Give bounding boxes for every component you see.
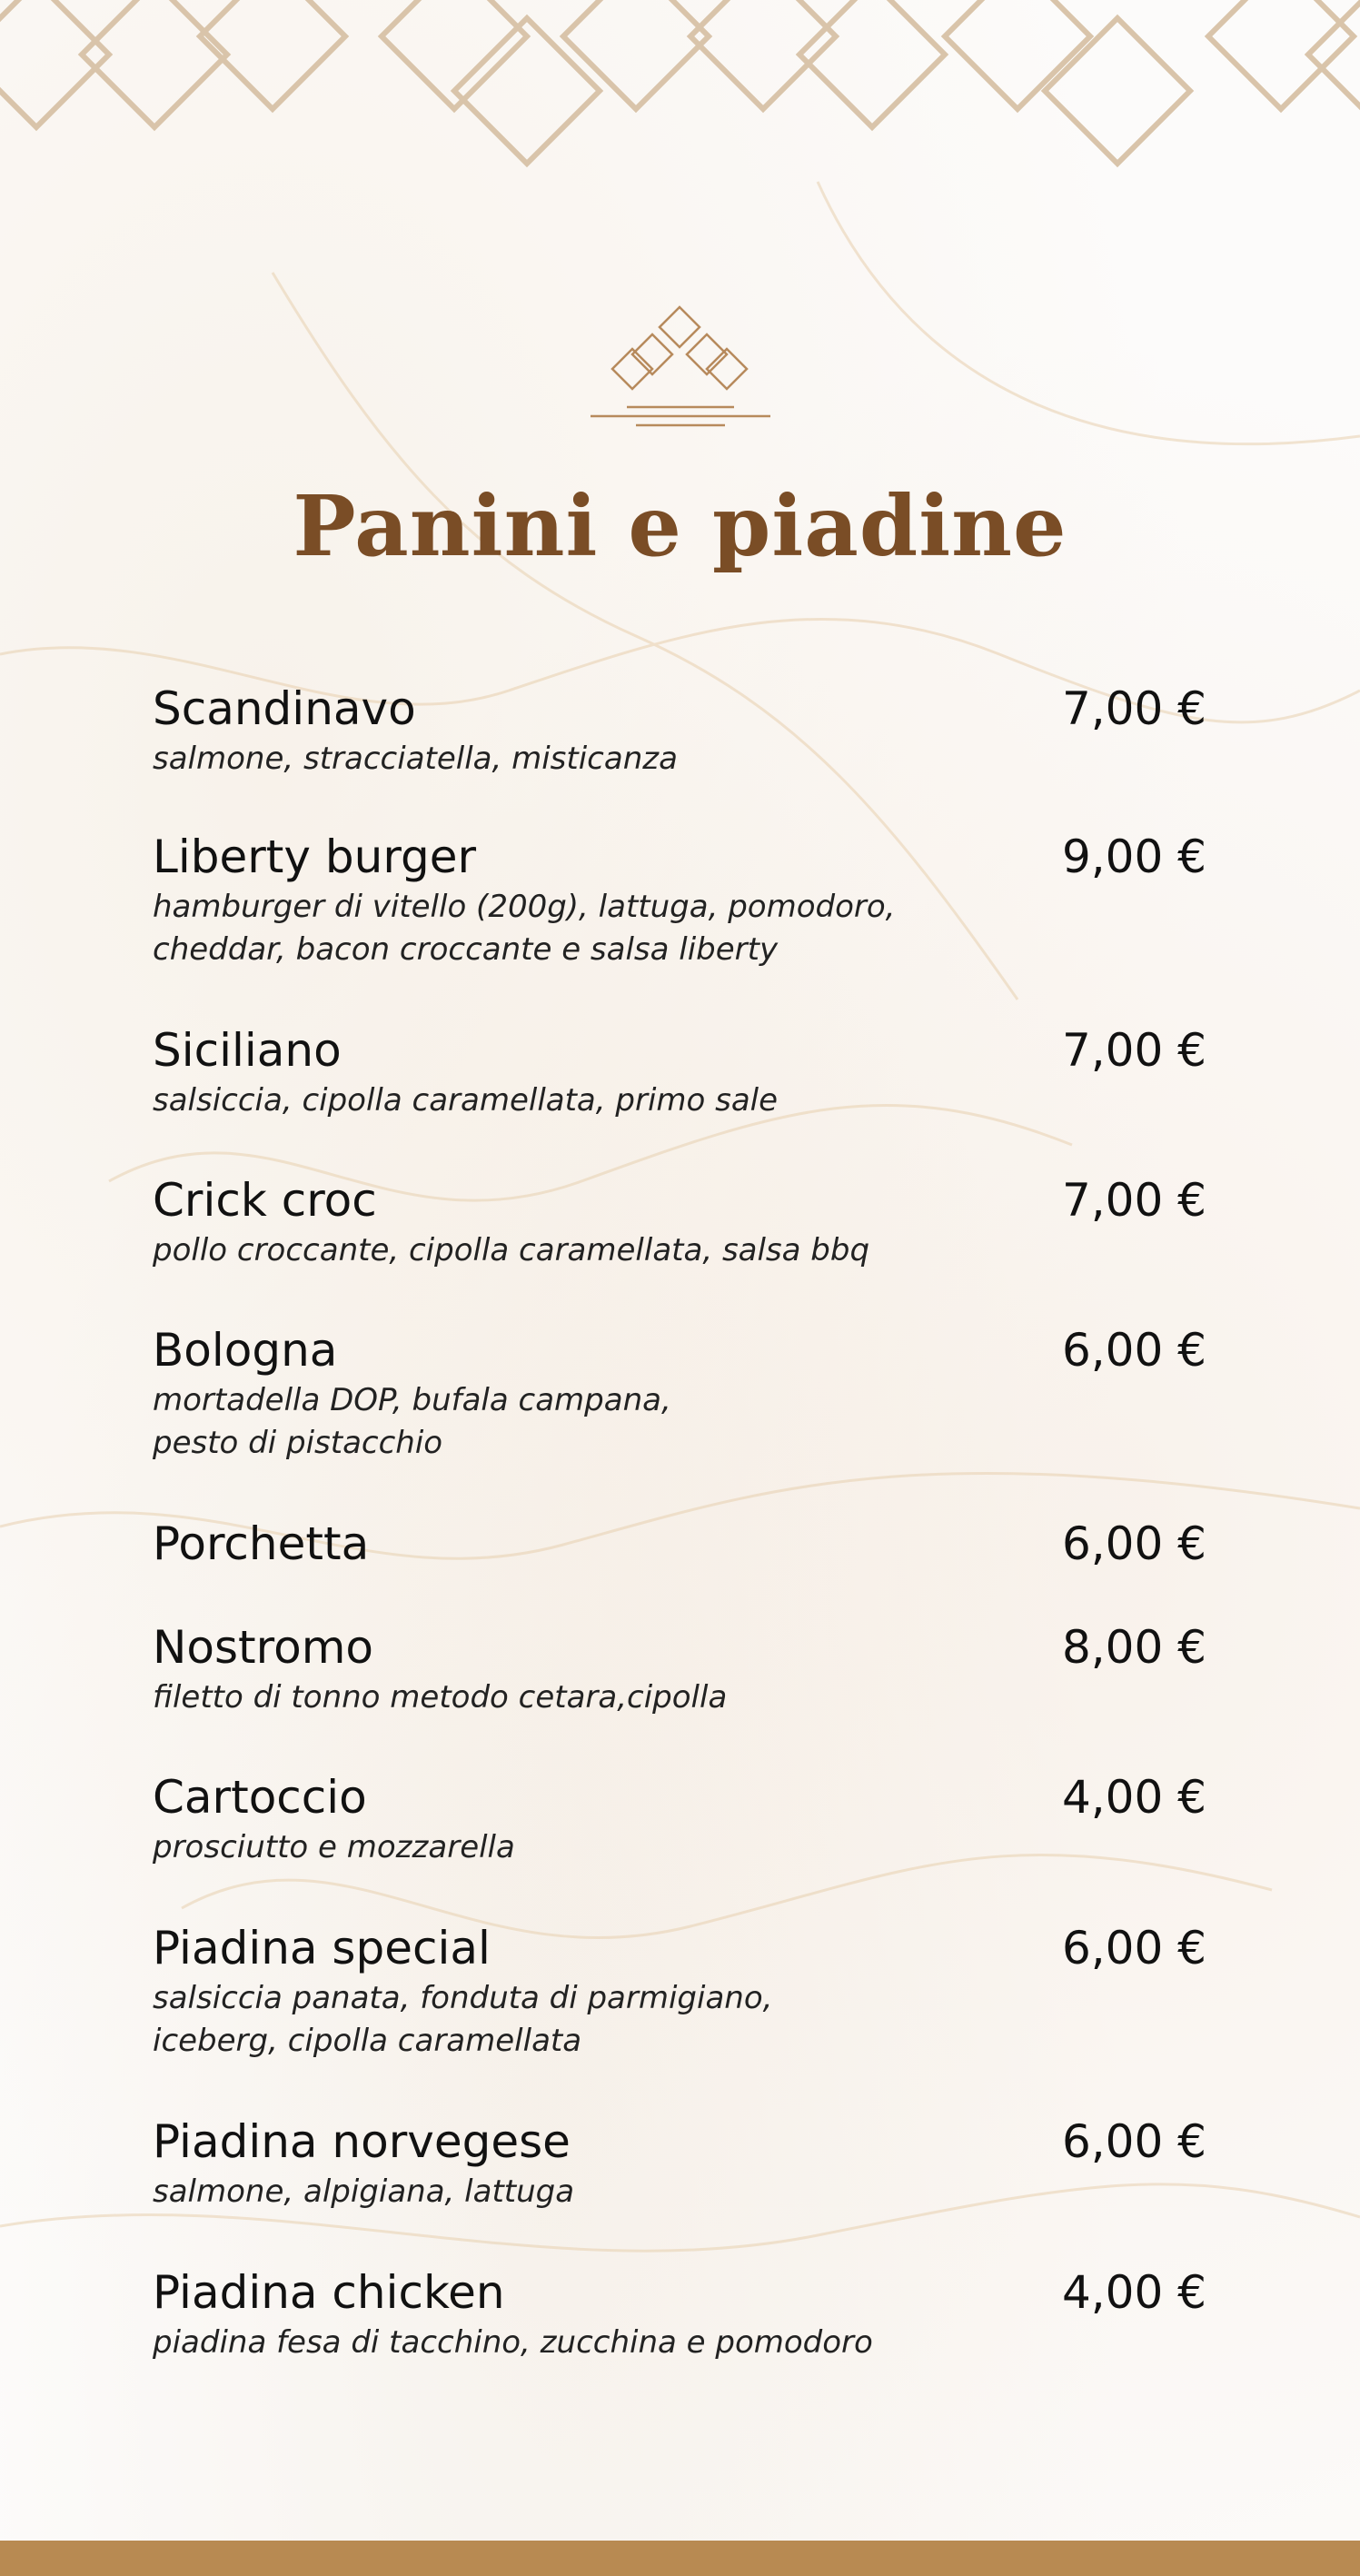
item-price: 6,00 € [1061,1517,1206,1570]
item-price: 4,00 € [1061,1771,1206,1824]
item-name: Piadina norvegese [153,2115,571,2168]
menu-item [153,830,1206,971]
item-description: piadina fesa di tacchino, zucchina e pomodoro [153,2324,873,2361]
menu-item [153,2114,1206,2213]
menu-item [153,681,1206,781]
item-description: hamburger di vitello (200g), lattuga, pomodoro, cheddar, bacon croccante e salsa liberty [153,889,896,968]
item-price: 7,00 € [1061,682,1206,735]
menu-item [153,1620,1206,1719]
item-description: salmone, stracciatella, misticanza [153,741,678,777]
item-description: salsiccia, cipolla caramellata, primo sale [153,1082,779,1119]
page-title: Panini e piadine [293,477,1067,575]
item-name: Scandinavo [153,682,416,735]
item-price: 9,00 € [1061,830,1206,883]
bottom-bar [0,2541,1360,2576]
item-description: prosciutto e mozzarella [153,1829,515,1865]
menu-item [153,1023,1206,1122]
item-description: pollo croccante, cipolla caramellata, salsa bbq [153,1232,870,1268]
item-price: 7,00 € [1061,1024,1206,1077]
item-description: salsiccia panata, fonduta di parmigiano, iceberg, cipolla caramellata [153,1980,773,2059]
item-name: Siciliano [153,1024,342,1077]
item-price: 4,00 € [1061,2266,1206,2319]
item-price: 8,00 € [1061,1621,1206,1674]
item-description: mortadella DOP, bufala campana, pesto di pistacchio [153,1382,671,1461]
item-name: Nostromo [153,1621,373,1674]
item-price: 6,00 € [1061,1922,1206,1974]
item-name: Piadina chicken [153,2266,505,2319]
menu-item [153,2265,1206,2364]
menu-item [153,1921,1206,2063]
diamond-lattice-pattern [0,0,1360,182]
item-name: Liberty burger [153,830,477,883]
item-price: 7,00 € [1061,1174,1206,1227]
item-name: Cartoccio [153,1771,367,1824]
menu-item [153,1770,1206,1869]
item-name: Porchetta [153,1517,370,1570]
menu-item [153,1173,1206,1272]
item-description: salmone, alpigiana, lattuga [153,2173,575,2210]
menu-item [153,1517,1206,1571]
item-description: filetto di tonno metodo cetara,cipolla [153,1679,728,1716]
menu-item [153,1323,1206,1465]
item-name: Bologna [153,1324,338,1377]
stacked-diamonds-logo-icon [581,300,781,427]
item-name: Piadina special [153,1922,491,1974]
item-price: 6,00 € [1061,1324,1206,1377]
item-price: 6,00 € [1061,2115,1206,2168]
item-name: Crick croc [153,1174,377,1227]
